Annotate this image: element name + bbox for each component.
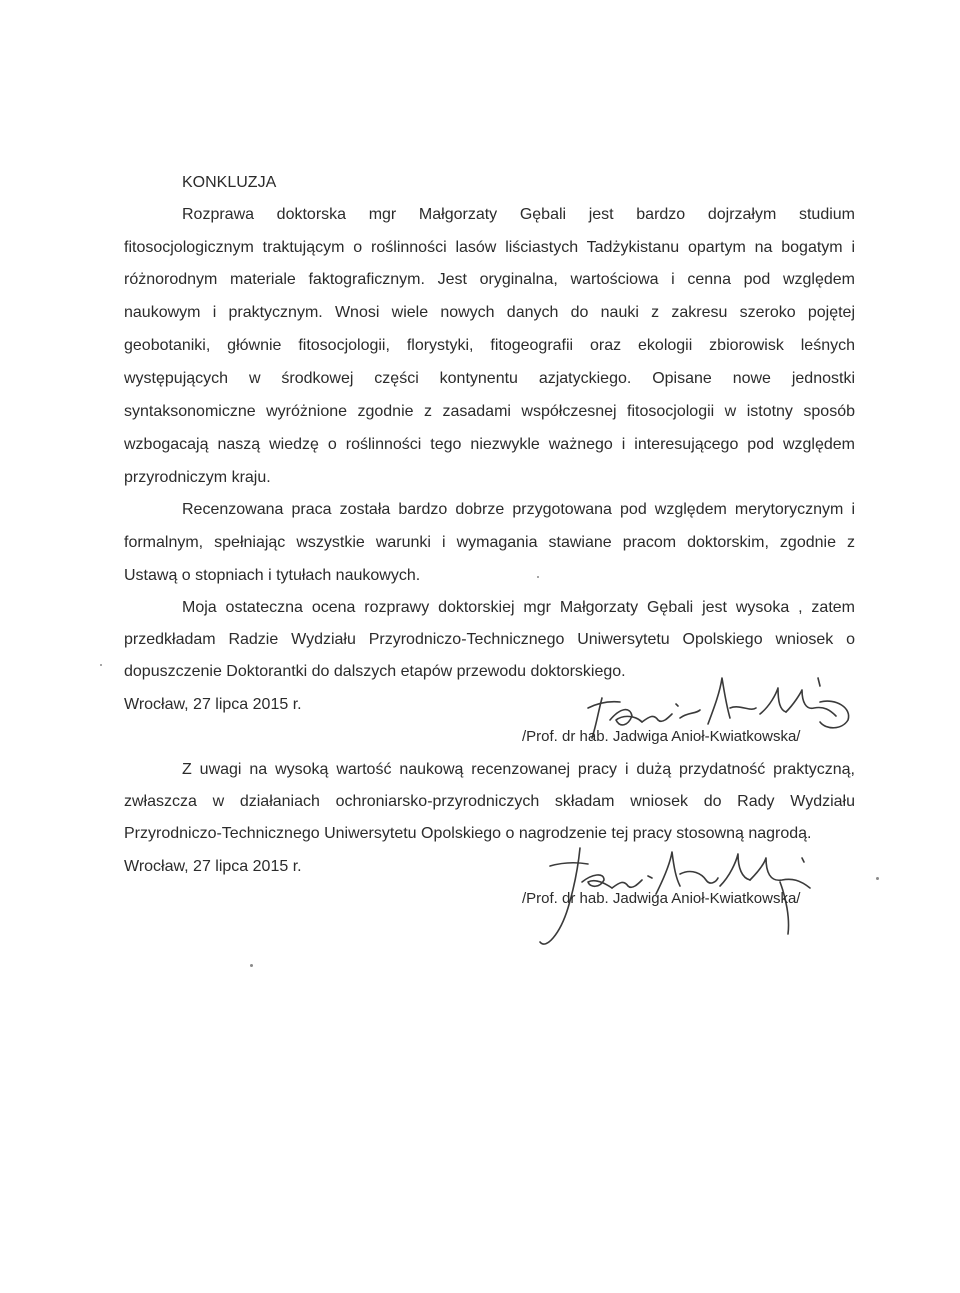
paragraph-line: zwłaszcza w działaniach ochroniarsko-przyrodniczych składam wniosek do Rady Wydziału — [124, 793, 855, 810]
paragraph-line: Rozprawa doktorska mgr Małgorzaty Gębali jest bardzo dojrzałym studium — [182, 206, 855, 223]
paragraph-line: występujących w środkowej części kontynentu azjatyckiego. Opisane nowe jednostki — [124, 370, 855, 387]
signer-name: /Prof. dr hab. Jadwiga Anioł-Kwiatkowska/ — [522, 890, 801, 907]
paragraph-line: przedkładam Radzie Wydziału Przyrodniczo-Technicznego Uniwersytetu Opolskiego wniosek o — [124, 631, 855, 648]
paragraph-line: Z uwagi na wysoką wartość naukową recenzowanej pracy i dużą przydatność praktyczną, — [182, 761, 855, 778]
paragraph-line: wzbogacają naszą wiedzę o roślinności tego niezwykle ważnego i interesującego pod względem — [124, 436, 855, 453]
paragraph-line: Ustawą o stopniach i tytułach naukowych. — [124, 567, 421, 584]
paragraph-line: różnorodnym materiale faktograficznym. Jest oryginalna, wartościowa i cenna pod względem — [124, 271, 855, 288]
paragraph-line: Recenzowana praca została bardzo dobrze przygotowana pod względem merytorycznym i — [182, 501, 855, 518]
paragraph-line: fitosocjologicznym traktującym o roślinności lasów liściastych Tadżykistanu opartym na bogatym i — [124, 239, 855, 256]
scan-speck — [100, 664, 102, 666]
paragraph-line: dopuszczenie Doktorantki do dalszych etapów przewodu doktorskiego. — [124, 663, 626, 680]
date: Wrocław, 27 lipca 2015 r. — [124, 858, 302, 875]
paragraph-line: Przyrodniczo-Technicznego Uniwersytetu Opolskiego o nagrodzenie tej pracy stosowną nagrodą. — [124, 825, 812, 842]
scan-speck — [537, 576, 539, 578]
paragraph-line: syntaksonomiczne wyróżnione zgodnie z zasadami współczesnej fitosocjologii w istotny sposób — [124, 403, 855, 420]
scan-speck — [876, 877, 879, 880]
paragraph-line: naukowym i praktycznym. Wnosi wiele nowych danych do nauki z zakresu szeroko pojętej — [124, 304, 855, 321]
date: Wrocław, 27 lipca 2015 r. — [124, 696, 302, 713]
heading: KONKLUZJA — [182, 174, 277, 191]
paragraph-line: formalnym, spełniając wszystkie warunki i wymagania stawiane pracom doktorskim, zgodnie z — [124, 534, 855, 551]
paragraph-line: Moja ostateczna ocena rozprawy doktorskiej mgr Małgorzaty Gębali jest wysoka , zatem — [182, 599, 855, 616]
scan-speck — [250, 964, 253, 967]
paragraph-line: przyrodniczym kraju. — [124, 469, 271, 486]
signer-name: /Prof. dr hab. Jadwiga Anioł-Kwiatkowska/ — [522, 728, 801, 745]
paragraph-line: geobotaniki, głównie fitosocjologii, florystyki, fitogeografii oraz ekologii zbiorowisk leśnych — [124, 337, 855, 354]
